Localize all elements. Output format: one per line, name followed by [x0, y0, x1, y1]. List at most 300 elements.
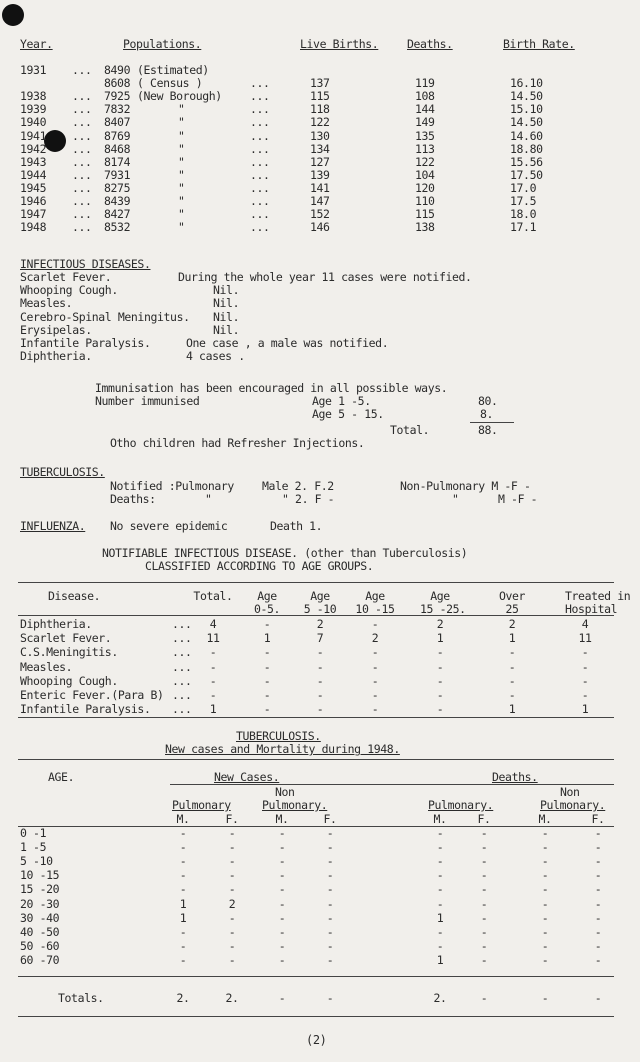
notifiable-header: Age [257, 589, 277, 603]
immunisation-total-label: Total. [390, 423, 430, 437]
pop-dots2: ... [250, 207, 270, 222]
notifiable-cell: - [316, 673, 324, 688]
tb-deaths-values: " 2. F - [282, 492, 335, 506]
tb-cell: - [480, 938, 488, 953]
notifiable-cell: - [209, 659, 217, 674]
pop-year: 1945 [20, 180, 47, 195]
tb-row-age: 1 -5 [20, 840, 47, 855]
notifiable-cell: - [263, 688, 271, 702]
notifiable-cell: - [371, 659, 379, 674]
pop-dots: ... [72, 167, 92, 182]
tb-non-pulmonary-2: Pulmonary. [540, 798, 606, 812]
pop-deaths: 119 [415, 76, 435, 91]
pop-dots: ... [72, 89, 92, 104]
pop-birth-rate: 14.50 [510, 115, 543, 130]
tb-cell: - [594, 882, 602, 897]
tb-cell: - [278, 826, 286, 840]
pop-population: 8490 [104, 63, 131, 77]
pop-deaths: 135 [415, 128, 435, 143]
tb-cell: - [480, 882, 488, 897]
notifiable-cell: - [316, 688, 324, 702]
tb-age-header: AGE. [48, 770, 75, 784]
pop-note: " [178, 154, 185, 169]
notifiable-row-name: Scarlet Fever. [20, 631, 112, 646]
tb-mf-label: F. [225, 812, 239, 826]
pop-live-births: 146 [310, 220, 330, 235]
notifiable-cell: - [508, 673, 516, 688]
tb-cell: - [594, 896, 602, 911]
pop-note: " [178, 194, 185, 208]
tb-cell: - [541, 910, 549, 925]
notifiable-cell: - [436, 688, 444, 702]
tb-cell: - [228, 854, 236, 869]
pop-year: 1943 [20, 154, 47, 169]
tb-row-age: 30 -40 [20, 910, 60, 925]
tb-cell: - [278, 938, 286, 953]
pop-population: 8174 [104, 154, 131, 169]
tb-cell: - [179, 854, 187, 869]
tb-cell: - [326, 882, 334, 897]
pop-population: 8468 [104, 141, 131, 156]
tb-row-age: 50 -60 [20, 938, 60, 953]
tb-cell: - [436, 938, 444, 953]
notifiable-cell: 7 [316, 631, 324, 646]
pop-dots2: ... [250, 194, 270, 208]
tb-non-label-1: Non [275, 785, 295, 799]
notifiable-cell: - [263, 673, 271, 688]
refresher-text: Otho children had Refresher Injections. [110, 436, 365, 450]
pop-note: " [178, 207, 185, 222]
pop-population: 8407 [104, 115, 131, 130]
pop-birth-rate: 17.5 [510, 194, 537, 208]
notifiable-cell: - [436, 659, 444, 674]
tb-mf-label: M. [538, 812, 552, 826]
tb-new-cases-header: New Cases. [214, 770, 280, 784]
tb-cell: - [326, 910, 334, 925]
notifiable-cell: - [508, 688, 516, 702]
notifiable-row-dots: ... [172, 702, 192, 717]
tb-cell: - [228, 882, 236, 897]
pop-dots: ... [72, 207, 92, 222]
notifiable-header: Treated in [565, 589, 631, 603]
pop-dots2: ... [250, 180, 270, 195]
tb-cell: - [179, 882, 187, 897]
pop-birth-rate: 17.50 [510, 167, 543, 182]
notifiable-cell: - [263, 659, 271, 674]
notifiable-subheader: 15 -25. [420, 602, 466, 616]
pop-note: (New Borough) [137, 89, 222, 104]
notifiable-cell: 1 [581, 702, 589, 717]
pop-dots2: ... [250, 89, 270, 104]
notifiable-row-name: C.S.Meningitis. [20, 645, 118, 660]
tb-cell: - [278, 896, 286, 911]
pop-dots2: ... [250, 102, 270, 117]
notifiable-subheader: 0-5. [253, 602, 281, 616]
pop-population: 8532 [104, 220, 131, 235]
tb-mf-label: F. [477, 812, 491, 826]
tb-cell: - [326, 826, 334, 840]
notifiable-cell: - [371, 702, 379, 717]
pop-dots2: ... [250, 167, 270, 182]
tb-cell: 2 [228, 896, 236, 911]
pop-year: 1938 [20, 89, 47, 104]
influenza-heading: INFLUENZA. [20, 519, 86, 533]
pop-note: " [178, 102, 185, 117]
notifiable-header: Over [498, 589, 526, 603]
pop-dots: ... [72, 180, 92, 195]
notifiable-row-name: Whooping Cough. [20, 673, 118, 688]
pop-year: 1942 [20, 141, 47, 156]
notifiable-cell: 1 [436, 631, 444, 646]
tb-pulmonary-1: Pulmonary [172, 798, 231, 812]
infectious-disease-value: Nil. [213, 283, 240, 298]
notifiable-header: Age [365, 589, 385, 603]
pop-live-births: 147 [310, 194, 330, 208]
tb-pulmonary-2: Pulmonary. [428, 798, 494, 812]
punch-hole-middle [44, 130, 66, 152]
notifiable-title1: NOTIFIABLE INFECTIOUS DISEASE. (other than Tuberculosis) [102, 546, 468, 560]
pop-dots2: ... [250, 154, 270, 169]
notifiable-cell: - [581, 688, 589, 702]
pop-dots2: ... [250, 220, 270, 235]
notifiable-row-dots: ... [172, 645, 192, 660]
tb-group-rule [170, 784, 614, 785]
notifiable-cell: - [436, 673, 444, 688]
pop-dots2: ... [250, 128, 270, 143]
infectious-disease-value: One case , a male was notified. [186, 336, 389, 350]
pop-live-births: 122 [310, 115, 330, 130]
notifiable-cell: 11 [578, 631, 592, 646]
pop-population: 7832 [104, 102, 131, 117]
notifiable-cell: 11 [206, 631, 220, 646]
pop-dots: ... [72, 115, 92, 130]
pop-deaths: 120 [415, 180, 435, 195]
pop-live-births: 115 [310, 89, 330, 104]
pop-header-birth-rate: Birth Rate. [503, 37, 575, 51]
pop-deaths: 115 [415, 207, 435, 222]
pop-year: 1940 [20, 115, 47, 130]
pop-dots2: ... [250, 115, 270, 130]
pop-population: 8439 [104, 194, 131, 208]
immunisation-age2-label: Age 5 - 15. [312, 407, 384, 421]
tb-total-cell: - [480, 991, 488, 1005]
tb-cell: - [436, 854, 444, 869]
tb-cell: - [594, 910, 602, 925]
notifiable-cell: 1 [209, 702, 217, 717]
pop-deaths: 113 [415, 141, 435, 156]
infectious-disease-value: 4 cases . [186, 349, 245, 364]
pop-population: 8427 [104, 207, 131, 222]
infectious-heading: INFECTIOUS DISEASES. [20, 257, 151, 271]
tb-cell: - [594, 854, 602, 869]
tb-cell: - [541, 924, 549, 939]
tb-cell: - [436, 840, 444, 855]
tb-row-age: 15 -20 [20, 882, 60, 897]
tb-cell: - [480, 910, 488, 925]
tb-mf-label: M. [433, 812, 447, 826]
pop-dots: ... [72, 63, 92, 77]
page-number: (2) [306, 1033, 327, 1047]
pop-year: 1931 [20, 63, 47, 77]
notifiable-header: Age [430, 589, 450, 603]
pop-population: 8769 [104, 128, 131, 143]
notifiable-header: Age [310, 589, 330, 603]
tb-cell: 1 [436, 910, 444, 925]
pop-birth-rate: 16.10 [510, 76, 543, 91]
tb-row-age: 10 -15 [20, 868, 60, 883]
pop-birth-rate: 15.10 [510, 102, 543, 117]
notifiable-top-rule [18, 582, 614, 583]
tb-cell: - [480, 854, 488, 869]
tb-cell: - [228, 924, 236, 939]
pop-dots: ... [72, 102, 92, 117]
tb-cell: - [278, 868, 286, 883]
notifiable-cell: - [508, 645, 516, 660]
tb-row-age: 20 -30 [20, 896, 60, 911]
notifiable-cell: - [371, 645, 379, 660]
infectious-disease-name: Whooping Cough. [20, 283, 118, 298]
tb-mf-label: M. [275, 812, 289, 826]
immunisation-age1-value: 80. [478, 394, 498, 408]
pop-live-births: 141 [310, 180, 330, 195]
influenza-death: Death 1. [270, 519, 323, 533]
immunisation-total-value: 88. [478, 423, 498, 437]
tb-notified-label: Notified :Pulmonary [110, 479, 234, 493]
notifiable-subheader: 10 -15 [355, 602, 395, 616]
pop-note: " [178, 115, 185, 130]
notifiable-cell: 1 [508, 702, 516, 717]
pop-note: " [178, 220, 185, 235]
tb-cell: - [278, 924, 286, 939]
tb-row-age: 40 -50 [20, 924, 60, 939]
tb-cell: - [326, 854, 334, 869]
tb-mf-label: F. [323, 812, 337, 826]
infectious-disease-value: Nil. [213, 309, 240, 324]
tb-total-cell: 2. [225, 991, 239, 1005]
notifiable-cell: - [371, 617, 379, 631]
tb-cell: - [480, 896, 488, 911]
notifiable-cell: - [316, 702, 324, 717]
notifiable-header: Total. [193, 589, 233, 603]
pop-dots2: ... [250, 76, 270, 91]
tb-cell: - [278, 882, 286, 897]
tb-deaths-header: Deaths. [492, 770, 538, 784]
tb-cell: - [541, 882, 549, 897]
tb-cell: - [594, 938, 602, 953]
tb-deaths-non-ditto: " [452, 492, 459, 506]
tb-cell: - [326, 938, 334, 953]
tb-row-age: 5 -10 [20, 854, 53, 869]
immunisation-line1: Immunisation has been encouraged in all possible ways. [95, 381, 448, 395]
notifiable-row-name: Measles. [20, 659, 73, 674]
tb-table-title1: TUBERCULOSIS. [236, 729, 321, 743]
tb-mf-label: M. [176, 812, 190, 826]
pop-note: " [178, 167, 185, 182]
tb-cell: - [594, 868, 602, 883]
tb-cell: - [594, 840, 602, 855]
notifiable-cell: - [581, 673, 589, 688]
tb-cell: - [326, 952, 334, 967]
infectious-disease-name: Erysipelas. [20, 322, 92, 337]
notifiable-row-name: Diphtheria. [20, 617, 92, 631]
pop-live-births: 127 [310, 154, 330, 169]
notifiable-cell: - [436, 702, 444, 717]
tb-cell: 1 [179, 896, 187, 911]
infectious-disease-name: Scarlet Fever. [20, 270, 112, 284]
notifiable-row-name: Infantile Paralysis. [20, 702, 151, 717]
tb-cell: - [179, 868, 187, 883]
tb-deaths-non-values: M -F - [498, 492, 538, 506]
tb-total-cell: - [594, 991, 602, 1005]
pop-header-live-births: Live Births. [300, 37, 379, 51]
infectious-disease-value: During the whole year 11 cases were notified. [178, 270, 472, 284]
tb-total-cell: - [326, 991, 334, 1005]
notifiable-bottom-rule [18, 717, 614, 718]
tb-cell: - [541, 896, 549, 911]
notifiable-row-name: Enteric Fever.(Para B) [20, 688, 164, 702]
notifiable-subheader: 25 [505, 602, 519, 616]
tb-total-cell: 2. [433, 991, 447, 1005]
pop-deaths: 149 [415, 115, 435, 130]
notifiable-row-dots: ... [172, 659, 192, 674]
tb-cell: - [541, 938, 549, 953]
notifiable-header-disease: Disease. [48, 589, 101, 603]
tb-cell: - [594, 952, 602, 967]
pop-header-populations: Populations. [123, 37, 202, 51]
pop-deaths: 110 [415, 194, 435, 208]
tb-cell: - [278, 910, 286, 925]
notifiable-cell: 2 [316, 617, 324, 631]
tb-cell: - [326, 896, 334, 911]
notifiable-cell: - [581, 645, 589, 660]
pop-note: " [178, 141, 185, 156]
pop-deaths: 138 [415, 220, 435, 235]
pop-dots: ... [72, 154, 92, 169]
notifiable-head-rule [18, 615, 614, 616]
pop-year: 1939 [20, 102, 47, 117]
tb-notified-values: Male 2. F.2 [262, 479, 334, 493]
notifiable-subheader: 5 -10 [303, 602, 337, 616]
notifiable-title2: CLASSIFIED ACCORDING TO AGE GROUPS. [145, 559, 374, 573]
pop-live-births: 134 [310, 141, 330, 156]
tb-cell: - [179, 938, 187, 953]
pop-population: 8275 [104, 180, 131, 195]
notifiable-cell: - [209, 645, 217, 660]
tb-cell: - [541, 868, 549, 883]
tb-cell: - [480, 840, 488, 855]
tb-total-cell: 2. [176, 991, 190, 1005]
notifiable-row-dots: ... [172, 617, 192, 631]
infectious-disease-name: Measles. [20, 296, 73, 311]
tb-cell: - [179, 826, 187, 840]
tb-cell: - [179, 924, 187, 939]
notifiable-row-dots: ... [172, 688, 192, 702]
pop-note: (Estimated) [137, 63, 209, 77]
infectious-disease-name: Cerebro-Spinal Meningitus. [20, 309, 190, 324]
tb-deaths-ditto: " [205, 492, 212, 506]
notifiable-cell: - [371, 673, 379, 688]
pop-deaths: 144 [415, 102, 435, 117]
pop-note: ( Census ) [137, 76, 203, 91]
pop-year: 1946 [20, 194, 47, 208]
notifiable-cell: - [436, 645, 444, 660]
pop-birth-rate: 14.60 [510, 128, 543, 143]
tb-cell: - [436, 896, 444, 911]
tb-deaths-label: Deaths: [110, 492, 156, 506]
tb-cell: - [436, 882, 444, 897]
tb-cell: - [480, 826, 488, 840]
pop-deaths: 108 [415, 89, 435, 104]
pop-live-births: 139 [310, 167, 330, 182]
tb-cell: - [594, 924, 602, 939]
tb-cell: - [326, 840, 334, 855]
tb-cell: - [541, 840, 549, 855]
tb-non-pulmonary: Non-Pulmonary M -F - [400, 479, 531, 493]
tb-cell: - [228, 938, 236, 953]
tb-row-age: 0 -1 [20, 826, 47, 840]
tb-table-title2: New cases and Mortality during 1948. [165, 742, 400, 756]
notifiable-cell: 1 [263, 631, 271, 646]
pop-population: 7925 [104, 89, 131, 104]
tb-cell: - [541, 826, 549, 840]
tb-non-label-2: Non [560, 785, 580, 799]
tb-bottom-rule [18, 1016, 614, 1017]
pop-note: " [178, 180, 185, 195]
tb-cell: - [436, 868, 444, 883]
pop-dots: ... [72, 194, 92, 208]
tb-cell: 1 [179, 910, 187, 925]
tb-cell: - [541, 854, 549, 869]
pop-deaths: 122 [415, 154, 435, 169]
pop-birth-rate: 14.50 [510, 89, 543, 104]
tb-cell: - [179, 840, 187, 855]
punch-hole-top [2, 4, 24, 26]
notifiable-cell: - [316, 645, 324, 660]
tb-cell: - [278, 840, 286, 855]
pop-birth-rate: 15.56 [510, 154, 543, 169]
pop-note: " [178, 128, 185, 143]
immunisation-age1-label: Age 1 -5. [312, 394, 371, 408]
tb-cell: - [179, 952, 187, 967]
notifiable-cell: 2 [371, 631, 379, 646]
infectious-disease-name: Infantile Paralysis. [20, 336, 151, 350]
tb-cell: - [436, 826, 444, 840]
notifiable-cell: 4 [209, 617, 217, 631]
infectious-disease-value: Nil. [213, 296, 240, 311]
tb-cell: - [480, 868, 488, 883]
pop-birth-rate: 17.1 [510, 220, 537, 235]
pop-population: 7931 [104, 167, 131, 182]
tb-cell: - [541, 952, 549, 967]
pop-population: 8608 [104, 76, 131, 91]
infectious-disease-value: Nil. [213, 322, 240, 337]
notifiable-row-dots: ... [172, 673, 192, 688]
notifiable-cell: 4 [581, 617, 589, 631]
notifiable-cell: - [263, 617, 271, 631]
pop-dots: ... [72, 220, 92, 235]
notifiable-cell: - [263, 702, 271, 717]
tb-totals-label: Totals. [58, 991, 104, 1005]
notifiable-cell: 2 [436, 617, 444, 631]
pop-year: 1947 [20, 207, 47, 222]
pop-year: 1941 [20, 128, 47, 143]
notifiable-cell: 2 [508, 617, 516, 631]
tb-cell: - [594, 826, 602, 840]
tb-cell: - [278, 952, 286, 967]
tb-cell: - [436, 924, 444, 939]
tb-cell: - [228, 952, 236, 967]
tb-cell: - [326, 924, 334, 939]
